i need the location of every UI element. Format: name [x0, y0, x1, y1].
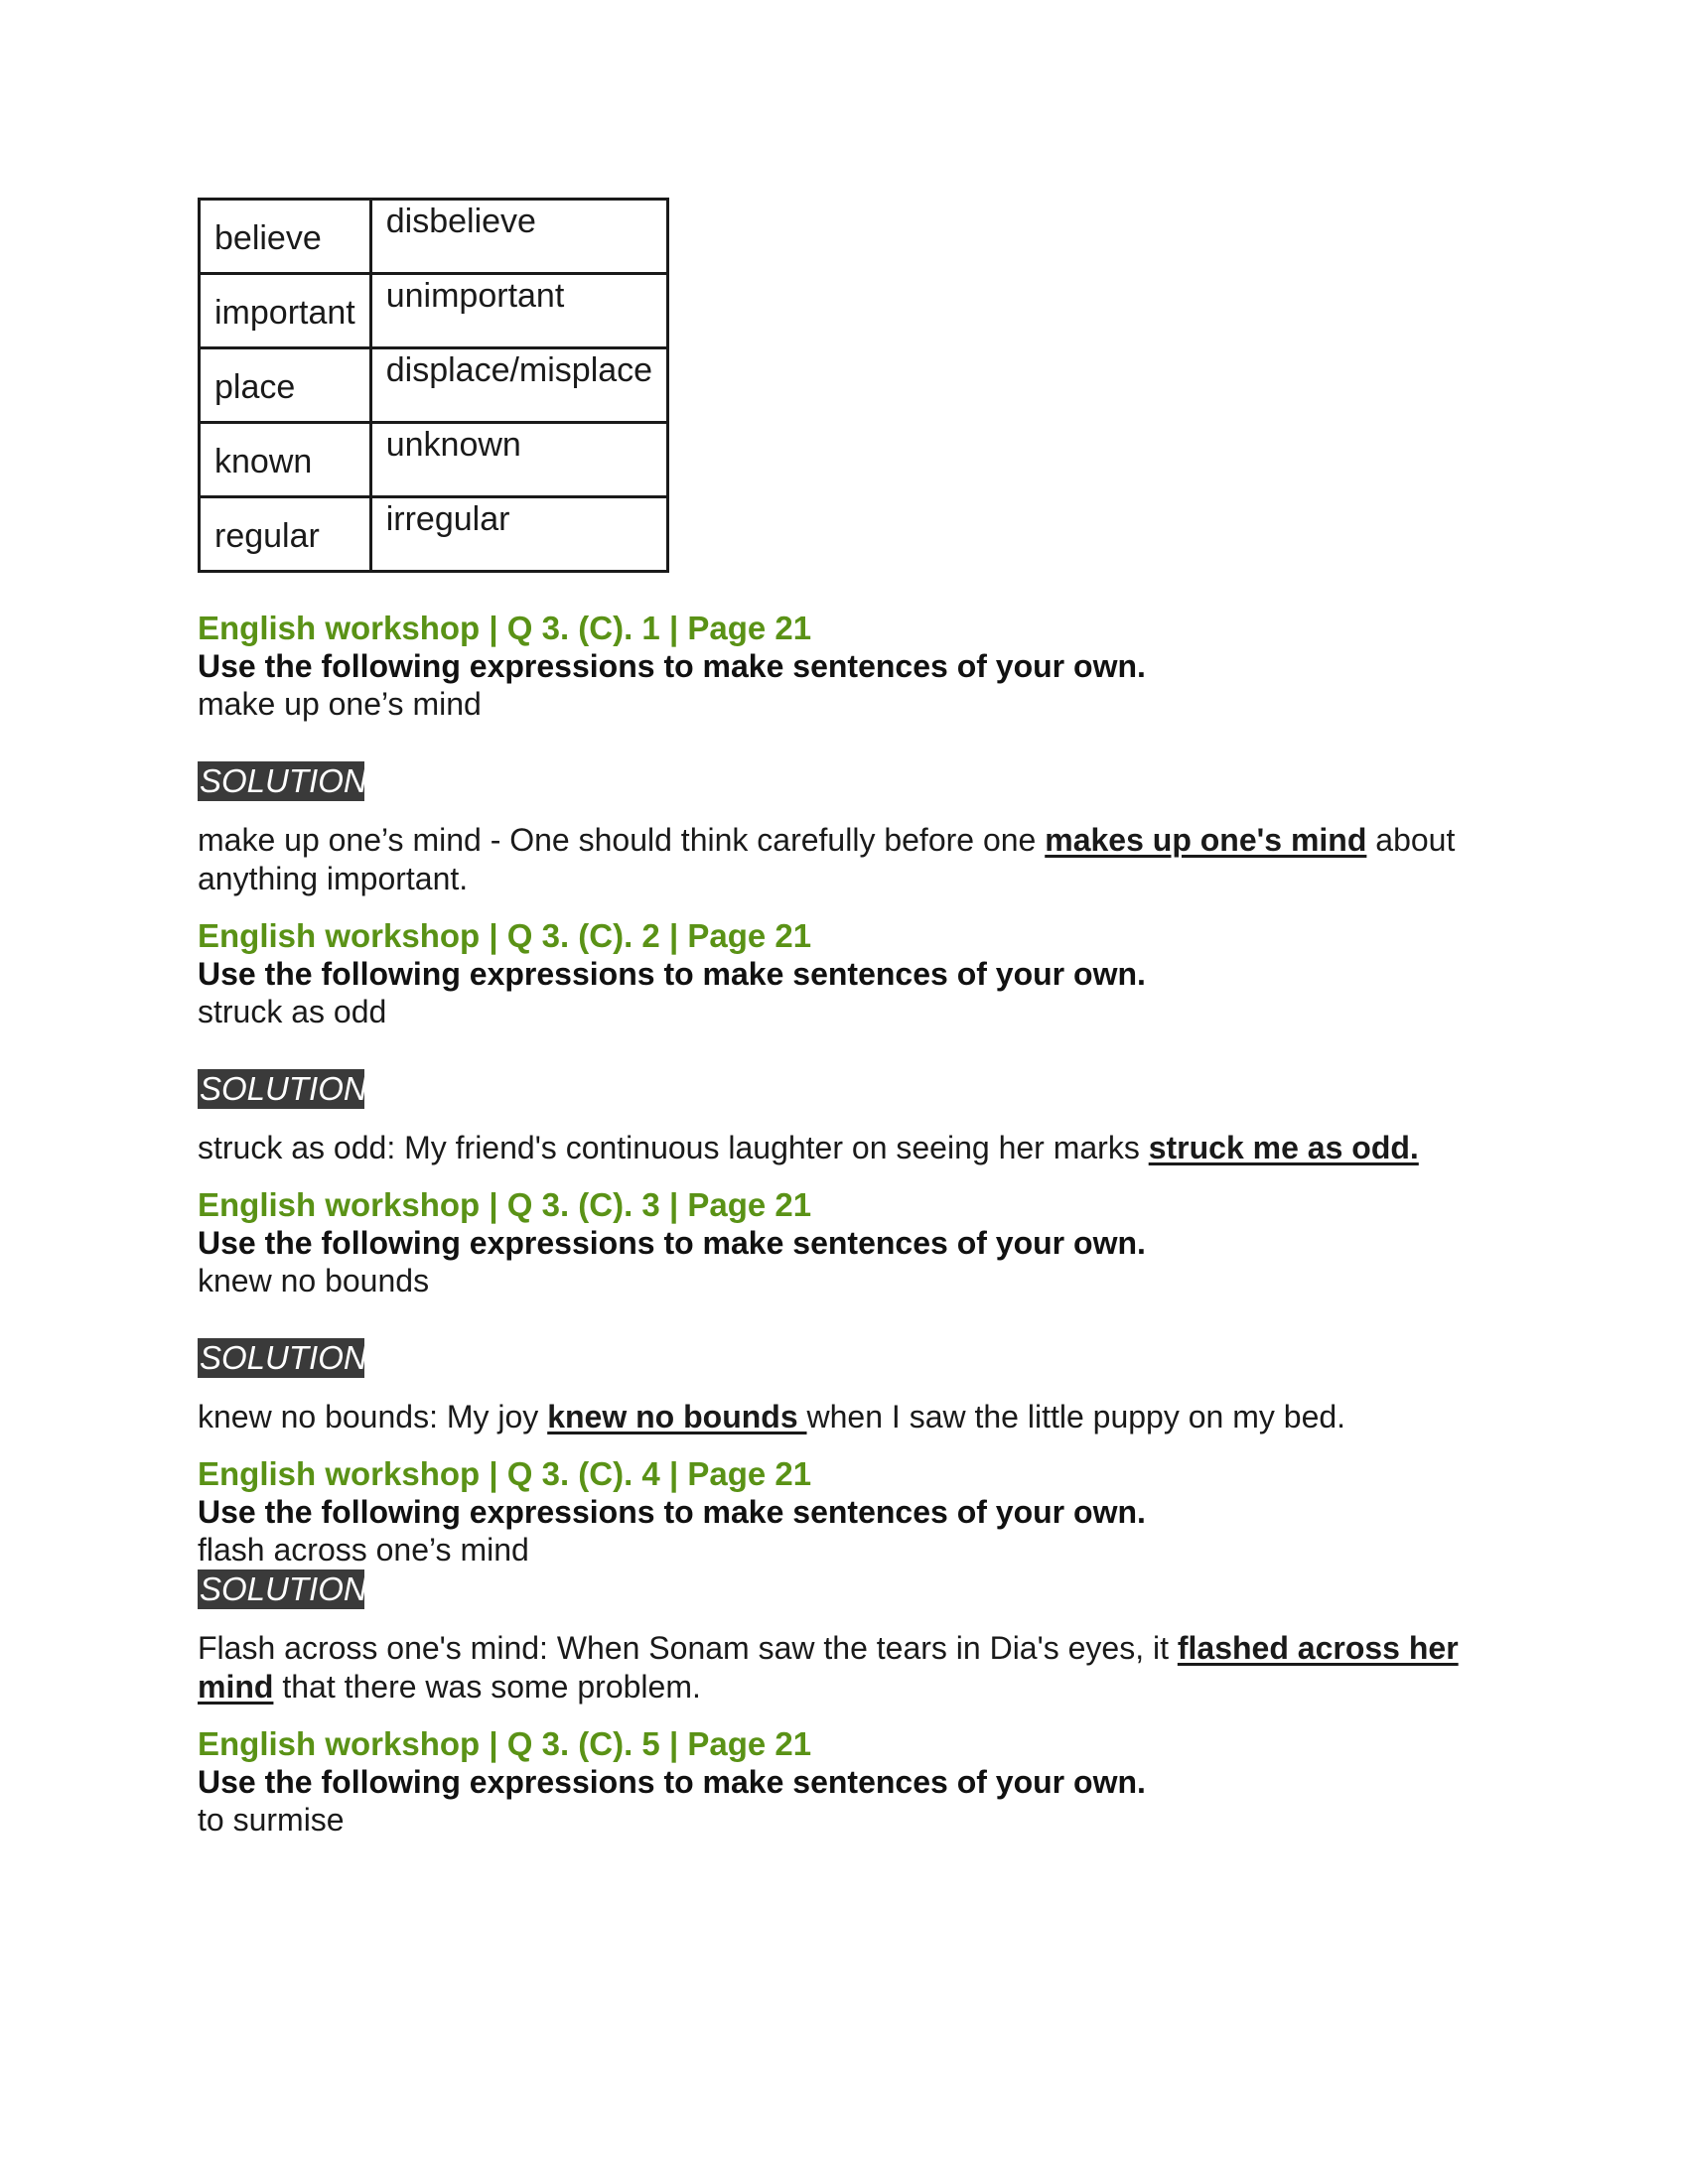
derived-word-cell: displace/misplace — [370, 348, 667, 423]
answer-text: that there was some problem. — [273, 1669, 701, 1705]
question-expression: knew no bounds — [198, 1263, 430, 1298]
question-prompt: Use the following expressions to make sentences of your own. — [198, 648, 1146, 684]
solution-badge: SOLUTION — [200, 1339, 367, 1376]
question-heading-link[interactable]: English workshop | Q 3. (C). 1 | Page 21 — [198, 610, 812, 646]
question-heading-link[interactable]: English workshop | Q 3. (C). 5 | Page 21 — [198, 1725, 812, 1762]
table-row — [200, 274, 668, 348]
answer-text: knew no bounds: My joy — [198, 1399, 548, 1434]
derived-word-cell: disbelieve — [370, 200, 667, 274]
question-expression: to surmise — [198, 1802, 345, 1838]
question-block — [198, 1454, 1488, 1706]
question-block — [198, 609, 1488, 898]
base-word-cell: place — [200, 348, 371, 423]
table-row — [200, 348, 668, 423]
base-word-cell: believe — [200, 200, 371, 274]
base-word-cell: regular — [200, 497, 371, 572]
question-prompt: Use the following expressions to make sentences of your own. — [198, 1494, 1146, 1530]
answer-text: struck as odd: My friend's continuous laughter on seeing her marks — [198, 1130, 1149, 1165]
answer-highlight: makes up one's mind — [1045, 822, 1367, 858]
question-prompt: Use the following expressions to make sentences of your own. — [198, 1225, 1146, 1261]
base-word-cell: important — [200, 274, 371, 348]
answer-highlight: flashed across her mind — [198, 1630, 1459, 1705]
table-row — [200, 200, 668, 274]
solution-answer — [198, 1129, 1488, 1167]
solution-answer — [198, 1629, 1488, 1706]
word-table — [198, 198, 669, 573]
question-block — [198, 916, 1488, 1167]
question-prompt: Use the following expressions to make sentences of your own. — [198, 956, 1146, 992]
question-heading-link[interactable]: English workshop | Q 3. (C). 4 | Page 21 — [198, 1455, 812, 1492]
solution-badge: SOLUTION — [200, 1070, 367, 1107]
question-heading-link[interactable]: English workshop | Q 3. (C). 2 | Page 21 — [198, 917, 812, 954]
solution-badge: SOLUTION — [200, 762, 367, 799]
answer-text: Flash across one's mind: When Sonam saw the tears in Dia's eyes, it — [198, 1630, 1178, 1666]
document-page — [198, 198, 1488, 1840]
derived-word-cell: irregular — [370, 497, 667, 572]
answer-highlight: knew no bounds — [547, 1399, 807, 1434]
derived-word-cell: unknown — [370, 423, 667, 497]
question-block — [198, 1724, 1488, 1840]
answer-text: when I saw the little puppy on my bed. — [806, 1399, 1346, 1434]
question-expression: struck as odd — [198, 994, 387, 1029]
question-prompt: Use the following expressions to make sentences of your own. — [198, 1764, 1146, 1800]
derived-word-cell: unimportant — [370, 274, 667, 348]
table-row — [200, 497, 668, 572]
answer-text: about anything important. — [198, 822, 1456, 896]
solution-answer — [198, 821, 1488, 898]
answer-highlight: struck me as odd. — [1148, 1130, 1419, 1165]
solution-badge: SOLUTION — [200, 1570, 367, 1607]
question-block — [198, 1185, 1488, 1436]
question-expression: make up one’s mind — [198, 686, 482, 722]
solution-answer — [198, 1398, 1488, 1436]
question-expression: flash across one’s mind — [198, 1532, 529, 1568]
question-heading-link[interactable]: English workshop | Q 3. (C). 3 | Page 21 — [198, 1186, 812, 1223]
answer-text: make up one’s mind - One should think carefully before one — [198, 822, 1046, 858]
table-row — [200, 423, 668, 497]
base-word-cell: known — [200, 423, 371, 497]
